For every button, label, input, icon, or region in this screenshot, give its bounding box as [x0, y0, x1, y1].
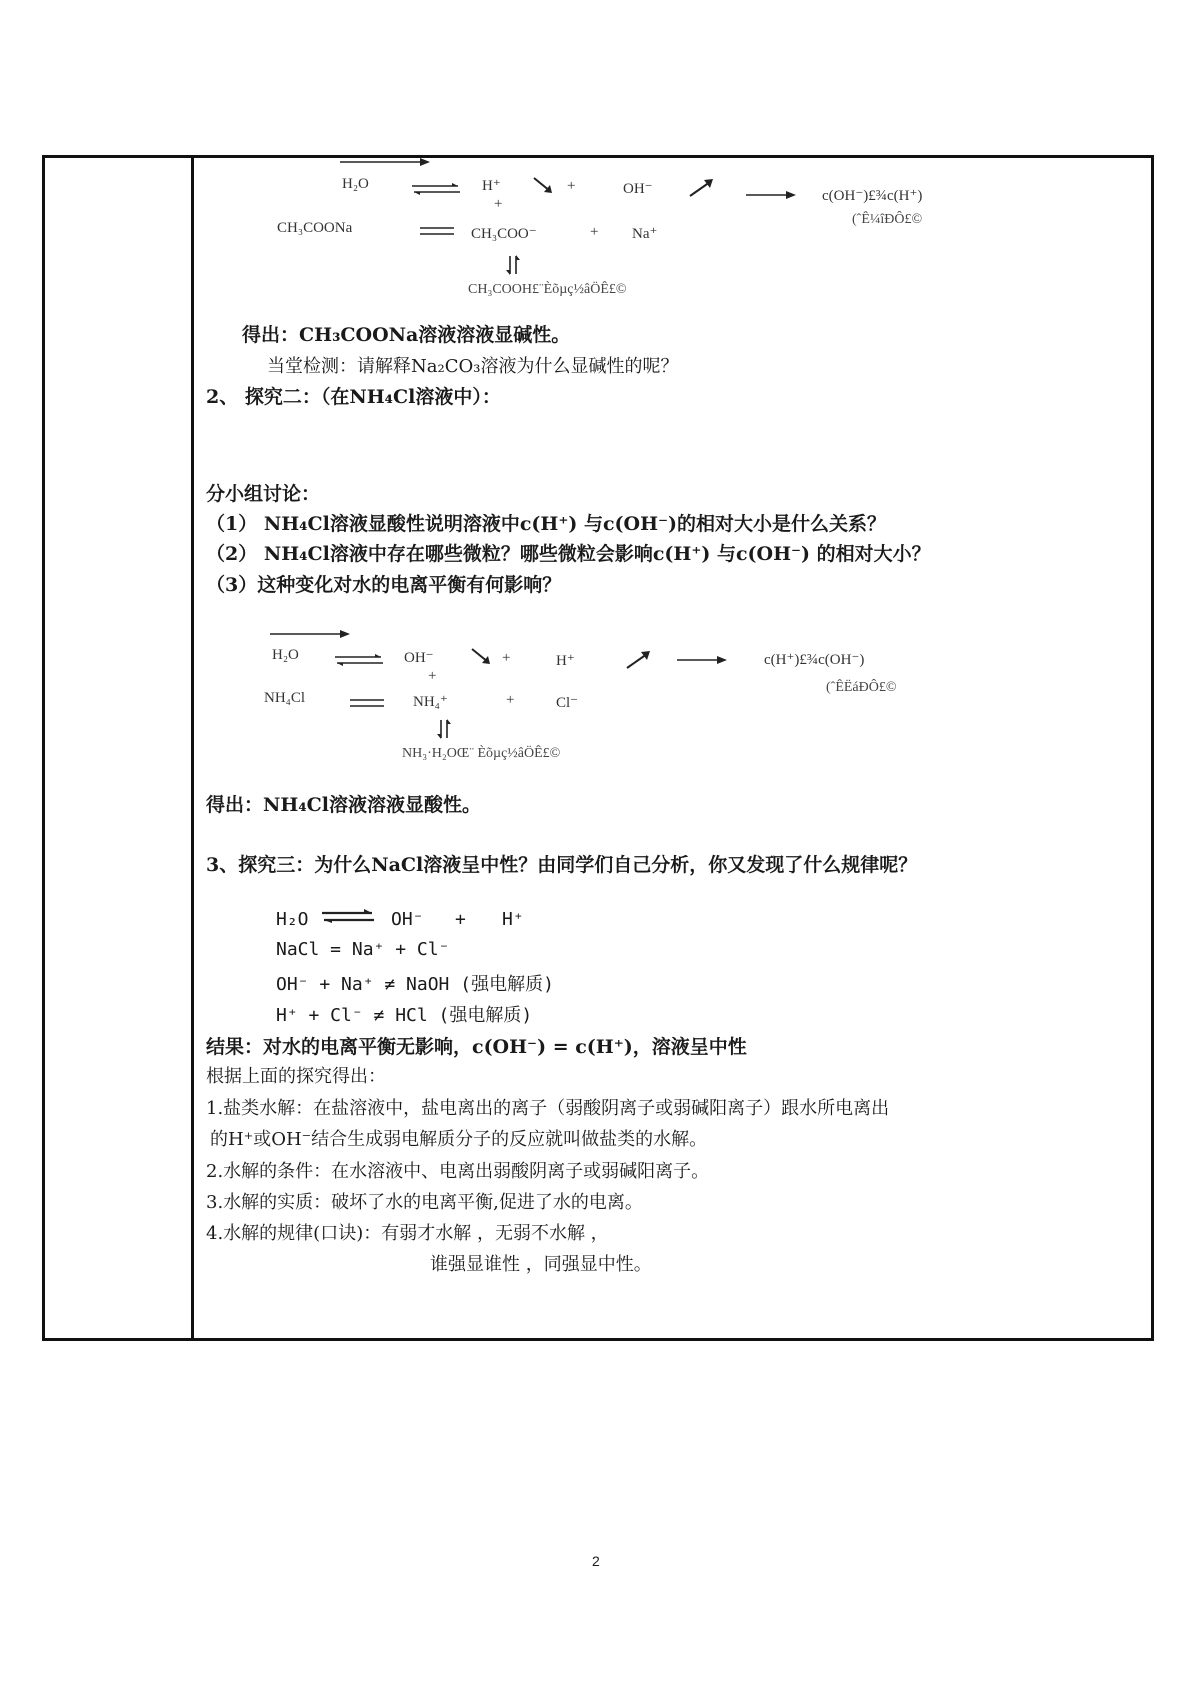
- equilibrium-arrow-icon: [322, 909, 374, 923]
- scheme1-ch3cooh: CH₃COOH£¨Èõµç½âÖÊ£©: [468, 282, 627, 297]
- scheme1-result-note: (ˆÊ¼îÐÔ£©: [852, 212, 923, 227]
- equals-icon: [350, 698, 384, 708]
- conclusion-ch3coona: 得出：CH₃COONa溶液溶液显碱性。: [242, 324, 571, 346]
- neutral-result: 结果：对水的电离平衡无影响，c(OH⁻) = c(H⁺)，溶液呈中性: [206, 1036, 747, 1058]
- long-arrow-icon: [340, 157, 430, 167]
- scheme1-plus-b: +: [494, 196, 503, 212]
- nacl-line1-h2o: H₂O: [276, 909, 309, 930]
- nacl-line3: OH⁻ + Na⁺ ≠ NaOH (强电解质): [276, 974, 554, 995]
- nacl-line1-h: H⁺: [502, 909, 524, 930]
- scheme2-plus-b: +: [428, 668, 437, 684]
- scheme1-h2o: H₂O: [342, 176, 369, 192]
- conclusion-nh4cl: 得出：NH₄Cl溶液溶液显酸性。: [206, 794, 481, 816]
- explore-two-heading: 2、 探究二：（在NH₄Cl溶液中）：: [206, 386, 501, 408]
- equals-icon: [420, 226, 454, 236]
- scheme1-oh-minus: OH⁻: [623, 181, 653, 197]
- scheme2-nh3h2o: NH₃·H₂OŒ¨ Èõµç½âÖÊ£©: [402, 746, 561, 761]
- classroom-check: 当堂检测：请解释Na₂CO₃溶液为什么显碱性的呢？: [267, 356, 679, 377]
- summary-point-5: 谁强显谁性 ，同强显中性。: [430, 1254, 652, 1275]
- scheme2-nh4: NH₄⁺: [413, 694, 448, 710]
- nacl-line1-plus: +: [455, 909, 466, 930]
- down-arrow-icon: [470, 647, 492, 665]
- scheme1-h-plus: H⁺: [482, 178, 501, 194]
- discussion-title: 分小组讨论：: [206, 483, 321, 505]
- summary-point-3: 3.水解的实质：破坏了水的电离平衡,促进了水的电离。: [206, 1192, 643, 1213]
- up-arrow-icon: [625, 650, 651, 670]
- up-arrow-icon: [688, 178, 714, 198]
- nacl-line1-oh: OH⁻: [391, 909, 424, 930]
- reversible-arrow-icon: [506, 254, 520, 276]
- nacl-line2: NaCl = Na⁺ + Cl⁻: [276, 939, 450, 960]
- scheme1-plus-c: +: [590, 224, 599, 240]
- result-arrow-icon: [677, 655, 727, 665]
- scheme1-result: c(OH⁻)£¾c(H⁺): [822, 188, 923, 204]
- equilibrium-arrow-icon: [412, 183, 460, 195]
- discussion-question-3: （3）这种变化对水的电离平衡有何影响？: [206, 574, 562, 596]
- scheme2-result: c(H⁺)£¾c(OH⁻): [764, 652, 865, 668]
- scheme2-plus-c: +: [506, 692, 515, 708]
- long-arrow-icon: [270, 629, 350, 639]
- nacl-line4: H⁺ + Cl⁻ ≠ HCl (强电解质): [276, 1005, 533, 1026]
- reversible-arrow-icon: [437, 718, 451, 740]
- summary-point-4: 4.水解的规律(口诀)：有弱才水解 ，无弱不水解 ，: [206, 1223, 609, 1244]
- page-number: 2: [592, 1553, 600, 1569]
- summary-point-1a: 1.盐类水解：在盐溶液中，盐电离出的离子（弱酸阴离子或弱碱阳离子）跟水所电离出: [206, 1098, 890, 1119]
- scheme2-plus-a: +: [502, 650, 511, 666]
- scheme2-oh-minus: OH⁻: [404, 650, 434, 666]
- summary-point-1b: 的H⁺或OH⁻结合生成弱电解质分子的反应就叫做盐类的水解。: [210, 1129, 708, 1150]
- scheme1-ch3coona: CH₃COONa: [277, 220, 353, 236]
- table-column-divider: [191, 155, 194, 1341]
- scheme2-h-plus: H⁺: [556, 653, 575, 669]
- scheme2-nh4cl: NH₄Cl: [264, 690, 306, 706]
- result-arrow-icon: [746, 190, 796, 200]
- scheme1-ch3coo: CH₃COO⁻: [471, 226, 537, 242]
- summary-intro: 根据上面的探究得出：: [206, 1066, 386, 1087]
- down-arrow-icon: [532, 176, 554, 194]
- scheme2-result-note: (ˆÊËáÐÔ£©: [826, 680, 897, 695]
- scheme2-h2o: H₂O: [272, 647, 299, 663]
- discussion-question-1: （1） NH₄Cl溶液显酸性说明溶液中c(H⁺) 与c(OH⁻)的相对大小是什么关系？: [206, 513, 887, 535]
- scheme1-na-plus: Na⁺: [632, 226, 658, 242]
- summary-point-2: 2.水解的条件：在水溶液中、电离出弱酸阴离子或弱碱阳离子。: [206, 1161, 710, 1182]
- equilibrium-arrow-icon: [335, 654, 383, 666]
- explore-three-heading: 3、探究三：为什么NaCl溶液呈中性？由同学们自己分析，你又发现了什么规律呢？: [206, 854, 918, 876]
- scheme2-cl-minus: Cl⁻: [556, 695, 579, 711]
- scheme1-plus-a: +: [567, 178, 576, 194]
- discussion-question-2: （2） NH₄Cl溶液中存在哪些微粒？哪些微粒会影响c(H⁺) 与c(OH⁻) 的相对大小？: [206, 543, 931, 565]
